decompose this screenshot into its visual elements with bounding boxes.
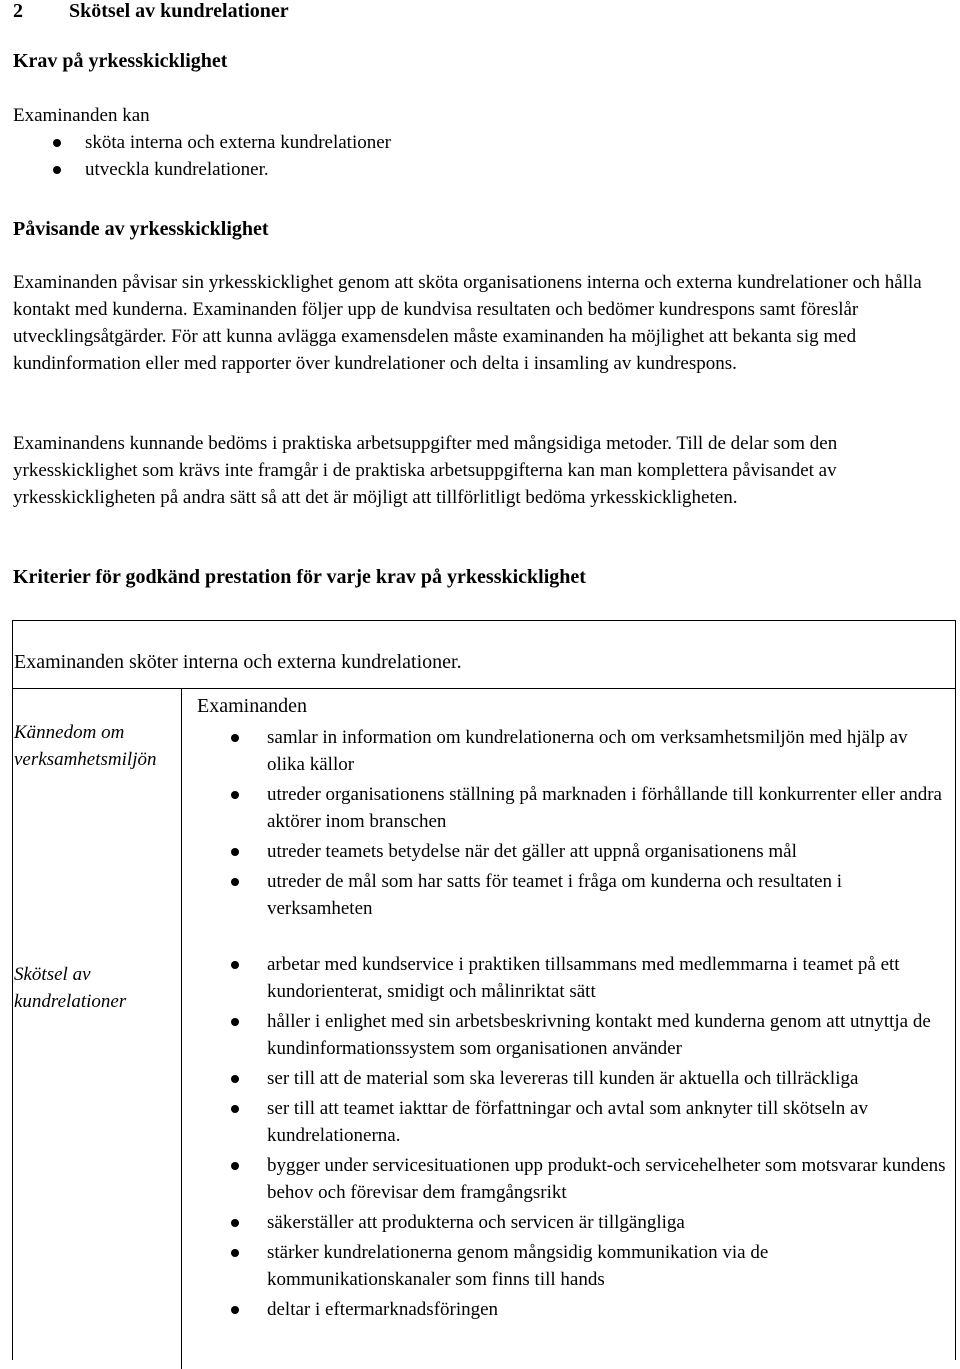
criteria-table-header [13,621,955,689]
list-item: stärker kundrelationerna genom mångsidig kommunikation via de kommunikationskanaler som finns till hands [197,1239,947,1293]
list-item: sköta interna och externa kundrelationer [13,129,943,156]
pavisande-paragraph-2: Examinandens kunnande bedöms i praktiska arbetsuppgifter med mångsidiga metoder. Till de delar som den yrkesskicklighet som krävs inte framgår i de praktiska arbetsuppgifterna kan man komplettera påvisandet av yrkesskickligheten på andra sätt så att det är möjligt att tillförlitligt bedöma yrkesskickligheten. [13,433,838,508]
section-number: 2 [13,0,23,22]
krav-heading: Krav på yrkesskicklighet [13,50,228,72]
section-title: Skötsel av kundrelationer [69,0,289,22]
list-item: säkerställer att produkterna och servicen är tillgängliga [197,1209,947,1236]
criterion-list [197,951,947,1323]
section-heading [13,0,289,22]
criterion-list [197,724,947,922]
kriterier-heading: Kriterier för godkänd prestation för varje krav på yrkesskicklighet [13,566,586,588]
list-item: bygger under servicesituationen upp produkt-och servicehelheter som motsvarar kundens behov och förevisar dem framgångsrikt [197,1152,947,1206]
krav-list [13,129,943,183]
list-item: arbetar med kundservice i praktiken tillsammans med medlemmarna i teamet på ett kundorienterat, smidigt och målinriktat sätt [197,951,947,1005]
list-item: samlar in information om kundrelationerna och om verksamhetsmiljön med hjälp av olika källor [197,724,947,778]
criterion-label: Skötsel av kundrelationer [14,964,127,1012]
criterion-content [197,693,947,922]
column-divider [181,689,182,1369]
list-item: ser till att teamet iakttar de författningar och avtal som anknyter till skötseln av kundrelationerna. [197,1095,947,1149]
list-item: utveckla kundrelationer. [13,156,943,183]
pavisande-heading: Påvisande av yrkesskicklighet [13,218,269,240]
criteria-table-title: Examinanden sköter interna och externa kundrelationer. [14,651,462,673]
list-item: utreder teamets betydelse när det gäller att uppnå organisationens mål [197,838,947,865]
list-item: utreder de mål som har satts för teamet i fråga om kunderna och resultaten i verksamheten [197,868,947,922]
criteria-table [12,620,956,1360]
criterion-content [197,951,947,1323]
krav-block [13,102,943,183]
list-item: håller i enlighet med sin arbetsbeskrivning kontakt med kunderna genom att utnyttja de kundinformationssystem som organisationen använder [197,1008,947,1062]
list-item: deltar i eftermarknadsföringen [197,1296,947,1323]
list-item: ser till att de material som ska levereras till kunden är aktuella och tillräckliga [197,1065,947,1092]
krav-intro: Examinanden kan [13,105,150,126]
criterion-label: Kännedom om verksamhetsmiljön [14,722,157,770]
criterion-lead: Examinanden [197,695,307,717]
pavisande-paragraph-1: Examinanden påvisar sin yrkesskicklighet genom att sköta organisationens interna och externa kundrelationer och hålla kontakt med kunderna. Examinanden följer upp de kundvisa resultaten och bedömer kundrespons samt föreslår utvecklingsåtgärder. För att kunna avlägga examensdelen måste examinanden ha möjlighet att bekanta sig med kundinformation eller med rapporter över kundrelationer och delta i insamling av kundrespons. [13,272,922,374]
list-item: utreder organisationens ställning på marknaden i förhållande till konkurrenter eller andra aktörer inom branschen [197,781,947,835]
